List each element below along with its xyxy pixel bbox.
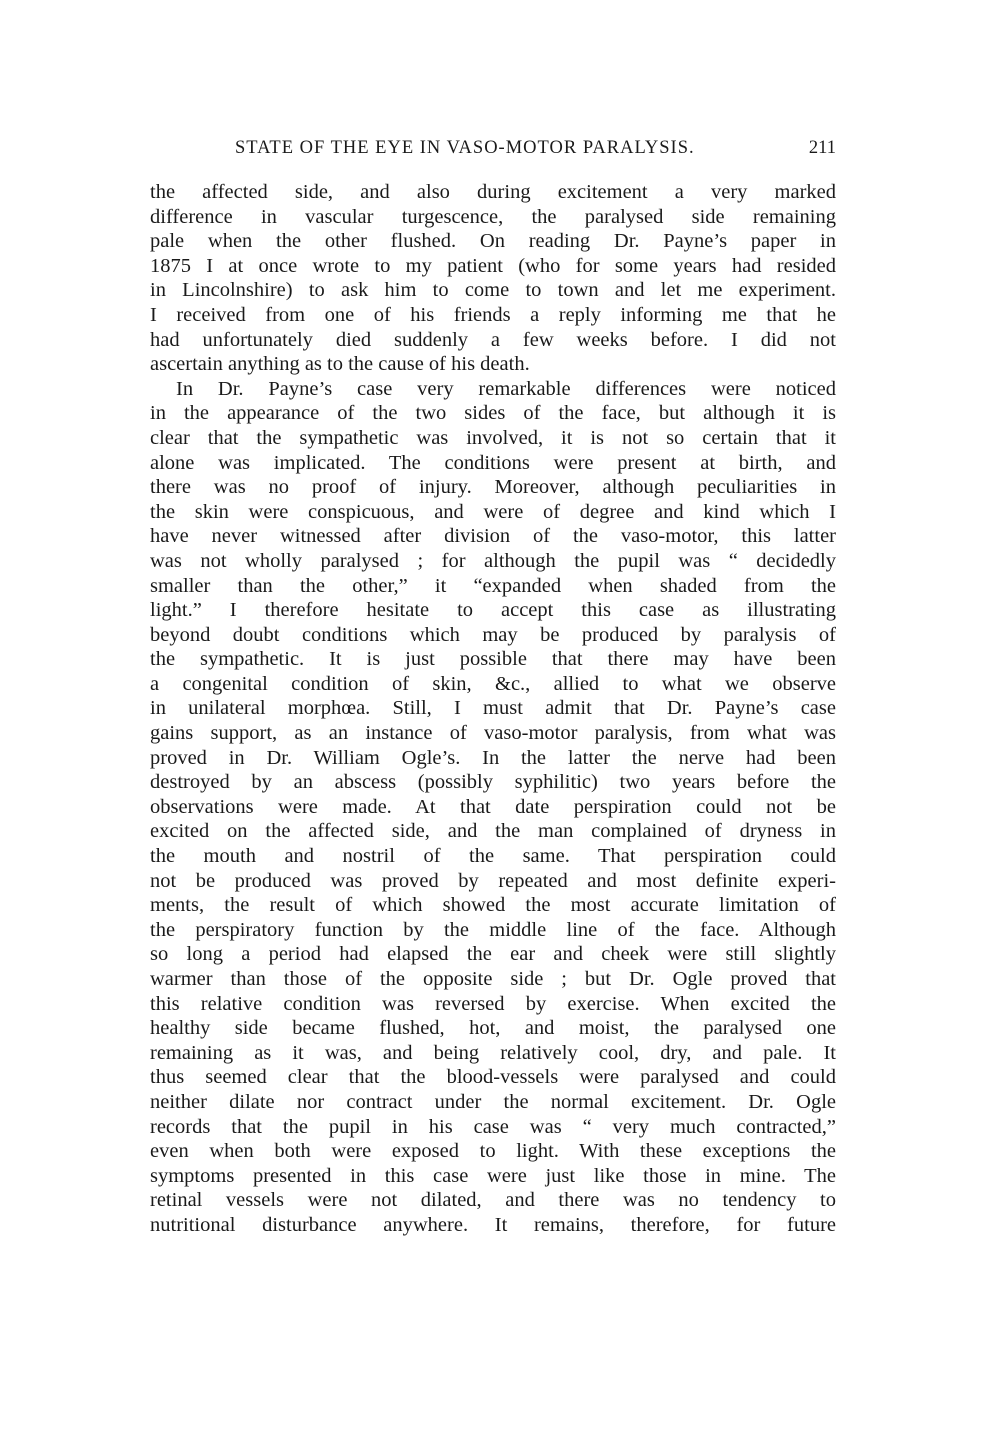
text-line: symptoms presented in this case were just like those in mine. The — [150, 1164, 836, 1187]
text-line: was not wholly paralysed ; for although the pupil was “ decidedly — [150, 549, 836, 572]
text-line: the affected side, and also during excitement a very marked — [150, 181, 836, 203]
text-line: retinal vessels were not dilated, and there was no tendency to — [150, 1189, 836, 1212]
text-line: warmer than those of the opposite side ; but Dr. Ogle proved that — [150, 968, 836, 990]
text-line: beyond doubt conditions which may be produced by paralysis of — [150, 623, 836, 646]
text-line: ascertain anything as to the cause of his death. — [150, 353, 530, 376]
text-line: nutritional disturbance anywhere. It remains, therefore, for future — [150, 1213, 836, 1236]
text-line: the sympathetic. It is just possible that there may have been — [150, 648, 836, 671]
page-number: 211 — [808, 138, 836, 158]
text-line: healthy side became flushed, hot, and moist, the paralysed one — [150, 1017, 836, 1040]
text-line: excited on the affected side, and the man complained of dryness in — [150, 820, 836, 843]
text-line: records that the pupil in his case was “ very much contracted,” — [150, 1115, 836, 1138]
text-line: in Lincolnshire) to ask him to come to town and let me experiment. — [150, 279, 836, 302]
text-line: light.” I therefore hesitate to accept this case as illustrating — [150, 599, 836, 622]
text-line: destroyed by an abscess (possibly syphilitic) two years before the — [150, 771, 836, 794]
text-line: I received from one of his friends a reply informing me that he — [150, 303, 836, 326]
text-line: not be produced was proved by repeated and most definite experi- — [150, 869, 836, 892]
running-title: STATE OF THE EYE IN VASO-MOTOR PARALYSIS. — [235, 138, 695, 158]
text-line: thus seemed clear that the blood-vessels were paralysed and could — [150, 1066, 836, 1089]
text-line: a congenital condition of skin, &c., allied to what we observe — [150, 672, 836, 695]
text-line: remaining as it was, and being relatively cool, dry, and pale. It — [150, 1041, 836, 1064]
text-line: smaller than the other,” it “expanded when shaded from the — [150, 574, 836, 597]
text-line: so long a period had elapsed the ear and cheek were still slightly — [150, 943, 836, 966]
text-line: have never witnessed after division of the vaso-motor, this latter — [150, 525, 836, 548]
text-line: ments, the result of which showed the most accurate limitation of — [150, 894, 836, 917]
text-line: the mouth and nostril of the same. That perspiration could — [150, 845, 836, 868]
text-line: 1875 I at once wrote to my patient (who for some years had resided — [150, 254, 836, 277]
text-line: proved in Dr. William Ogle’s. In the latter the nerve had been — [150, 746, 836, 769]
paragraph-start-line: In Dr. Payne’s case very remarkable differences were noticed — [176, 377, 836, 400]
text-line: alone was implicated. The conditions were present at birth, and — [150, 451, 836, 474]
text-line: even when both were exposed to light. With these exceptions the — [150, 1140, 836, 1163]
text-line: the perspiratory function by the middle line of the face. Although — [150, 918, 836, 941]
text-line: there was no proof of injury. Moreover, although peculiarities in — [150, 476, 836, 499]
text-line: this relative condition was reversed by exercise. When excited the — [150, 992, 836, 1015]
text-line: gains support, as an instance of vaso-motor paralysis, from what was — [150, 722, 836, 745]
text-line: neither dilate nor contract under the normal excitement. Dr. Ogle — [150, 1090, 836, 1113]
text-line: clear that the sympathetic was involved, it is not so certain that it — [150, 426, 836, 449]
text-line: had unfortunately died suddenly a few weeks before. I did not — [150, 328, 836, 351]
running-head — [150, 138, 836, 164]
text-line: difference in vascular turgescence, the paralysed side remaining — [150, 205, 836, 228]
text-line: in unilateral morphœa. Still, I must admit that Dr. Payne’s case — [150, 697, 836, 720]
text-line: pale when the other flushed. On reading Dr. Payne’s paper in — [150, 230, 836, 253]
body-text — [150, 180, 836, 1238]
text-line: observations were made. At that date perspiration could not be — [150, 795, 836, 818]
text-line: in the appearance of the two sides of the face, but although it is — [150, 402, 836, 425]
text-line: the skin were conspicuous, and were of degree and kind which I — [150, 500, 836, 523]
